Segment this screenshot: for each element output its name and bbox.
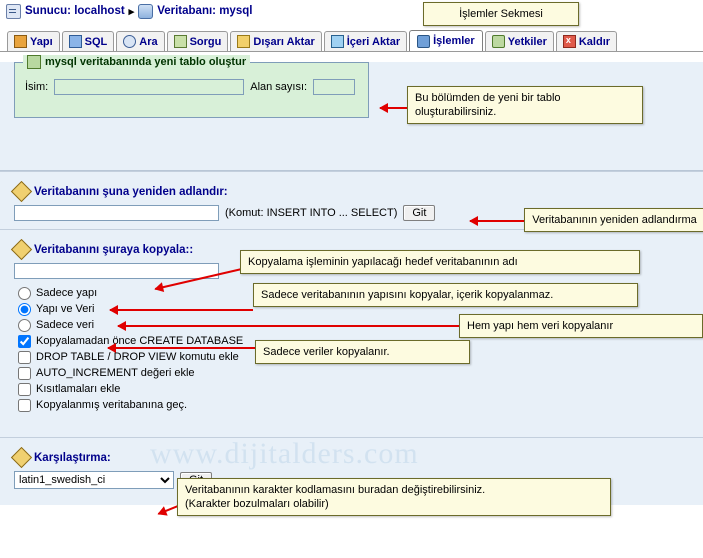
tab-search-label: Ara [139, 35, 158, 48]
copy-radio-structure-data-input[interactable] [18, 303, 31, 316]
copy-title: Veritabanını şuraya kopyala:: [34, 243, 194, 256]
tab-operations[interactable] [409, 30, 483, 51]
pencil-icon-3 [11, 447, 32, 468]
rename-input[interactable] [14, 205, 219, 221]
annotation-create-table: Bu bölümden de yeni bir tablo oluşturabilirsiniz. [407, 86, 643, 124]
create-table-legend-label: mysql veritabanında yeni tablo oluştur [45, 56, 247, 68]
annotation-data-only: Sadece veriler kopyalanır. [255, 340, 470, 364]
annotation-collation [177, 478, 611, 516]
tab-bar [0, 30, 703, 52]
annotation-structure-and-data: Hem yapı hem veri kopyalanır [459, 314, 703, 338]
copy-radio-structure-input[interactable] [18, 287, 31, 300]
import-icon [331, 35, 344, 48]
copy-check-autoincrement[interactable] [18, 365, 703, 381]
breadcrumb [0, 0, 703, 22]
create-table-fieldset [14, 56, 369, 118]
tab-import-label: İçeri Aktar [346, 35, 401, 48]
copy-check-create-db-input[interactable] [18, 335, 31, 348]
drop-icon [563, 35, 576, 48]
copy-radio-data-input[interactable] [18, 319, 31, 332]
query-icon [174, 35, 187, 48]
annotation-collation-line2: (Karakter bozulmaları olabilir) [185, 498, 329, 510]
tab-drop-label: Kaldır [578, 35, 611, 48]
watermark: www.dijitalders.com [150, 437, 419, 470]
rename-go-button[interactable]: Git [403, 205, 435, 221]
breadcrumb-db-label[interactable]: Veritabanı: mysql [157, 5, 253, 17]
copy-radio-structure-label: Sadece yapı [36, 287, 98, 299]
tab-operations-label: İşlemler [433, 35, 475, 47]
tab-query[interactable] [167, 31, 229, 51]
pencil-icon-2 [11, 239, 32, 260]
annotation-rename: Veritabanının yeniden adlandırma [524, 208, 703, 232]
copy-radio-data-label: Sadece veri [36, 319, 95, 331]
tab-search[interactable] [116, 31, 164, 51]
pencil-icon [11, 181, 32, 202]
tab-privileges-label: Yetkiler [507, 35, 547, 48]
tab-export-label: Dışarı Aktar [253, 35, 315, 48]
tab-import[interactable] [324, 31, 407, 51]
copy-check-create-db-label: Kopyalamadan önce CREATE DATABASE [36, 335, 244, 347]
tab-sql[interactable] [62, 31, 115, 51]
sql-icon [69, 35, 82, 48]
field-count-input[interactable] [313, 79, 355, 95]
database-icon [138, 4, 153, 19]
create-table-legend [23, 55, 250, 69]
annotation-structure-only: Sadece veritabanının yapısını kopyalar, içerik kopyalanmaz. [253, 283, 638, 307]
tab-export[interactable] [230, 31, 321, 51]
rename-comment: (Komut: INSERT INTO ... SELECT) [225, 207, 398, 219]
copy-check-constraints-input[interactable] [18, 383, 31, 396]
tab-query-label: Sorgu [189, 35, 222, 48]
copy-check-autoincrement-label: AUTO_INCREMENT değeri ekle [36, 367, 195, 379]
copy-check-drop-label: DROP TABLE / DROP VIEW komutu ekle [36, 351, 239, 363]
copy-check-switch-input[interactable] [18, 399, 31, 412]
breadcrumb-server-label[interactable]: Sunucu: localhost [25, 5, 125, 17]
copy-check-autoincrement-input[interactable] [18, 367, 31, 380]
tab-structure-label: Yapı [30, 35, 53, 48]
operations-icon [417, 35, 430, 48]
server-icon [6, 4, 21, 19]
copy-check-constraints[interactable] [18, 381, 703, 397]
search-icon [123, 35, 136, 48]
copy-check-switch-label: Kopyalanmış veritabanına geç. [36, 399, 188, 411]
export-icon [237, 35, 250, 48]
table-name-input[interactable] [54, 79, 244, 95]
copy-check-switch[interactable] [18, 397, 703, 413]
annotation-collation-line1: Veritabanının karakter kodlamasını buradan değiştirebilirsiniz. [185, 484, 486, 496]
rename-title: Veritabanını şuna yeniden adlandır: [34, 185, 228, 198]
breadcrumb-separator: ▸ [128, 5, 135, 18]
copy-target-input[interactable] [14, 263, 219, 279]
tab-drop[interactable] [556, 31, 617, 51]
copy-check-constraints-label: Kısıtlamaları ekle [36, 383, 121, 395]
tab-privileges[interactable] [485, 31, 554, 51]
field-count-label: Alan sayısı: [250, 81, 308, 93]
copy-radio-structure-data-label: Yapı ve Veri [36, 303, 95, 315]
table-name-label: İsim: [25, 81, 49, 93]
new-table-icon [27, 55, 41, 69]
tab-sql-label: SQL [84, 35, 108, 48]
tab-structure[interactable] [7, 31, 60, 51]
collation-select[interactable] [14, 471, 174, 489]
rename-title-row [14, 184, 703, 199]
privileges-icon [492, 35, 505, 48]
structure-icon [14, 35, 27, 48]
copy-check-drop-input[interactable] [18, 351, 31, 364]
collation-title-row [14, 450, 703, 465]
collation-title: Karşılaştırma: [34, 451, 111, 464]
annotation-operations-tab: İşlemler Sekmesi [423, 2, 579, 26]
annotation-copy-target: Kopyalama işleminin yapılacağı hedef veritabanının adı [240, 250, 640, 274]
create-table-inputs [25, 79, 358, 95]
